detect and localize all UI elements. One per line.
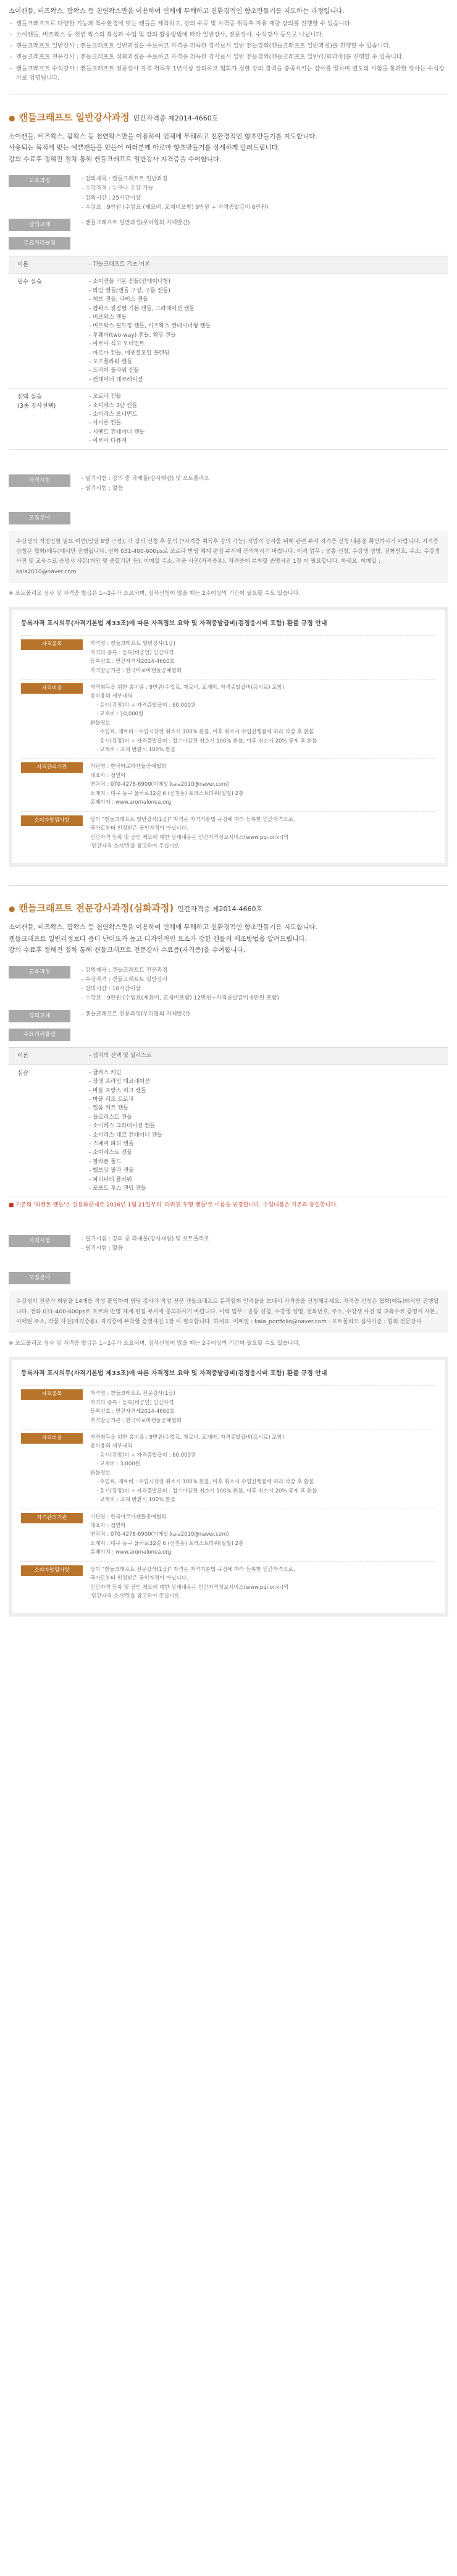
qualification-row bbox=[21, 679, 436, 759]
qualification-line: · 수업료, 재료비 : 수업시작전 취소시 100% 환불, 이후 취소시 수업진행률에 따라 삭감 후 환불 bbox=[96, 1479, 314, 1486]
education-info bbox=[9, 966, 448, 1004]
qualification-line: '민간자격 소개'란을 참고하여 주십시오. bbox=[90, 843, 181, 849]
curriculum-topic: - 글라스 캐빈 bbox=[89, 1069, 448, 1077]
curriculum-topic: - 아로마 석고 오너먼트 bbox=[89, 340, 448, 348]
education-detail-line: - 수강료 : 9만원 (수업료(재료비, 교재비포함) 12만원+자격증발급비 6만원 포함) bbox=[82, 994, 279, 1003]
qualification-row-label: 자격관리기관 bbox=[21, 1513, 83, 1523]
qualification-line: 자격명 : 캔들크래프트 전문강사(1급) bbox=[90, 1391, 175, 1397]
qualification-row-label: 소비자알림사항 bbox=[21, 1565, 83, 1576]
course-description-line: 강의 수료후 정해진 절차 통해 캔들크래프트 전문강사 수료증(자격증)을 수여합니다. bbox=[9, 946, 246, 954]
qualification-row-label: 자격비용 bbox=[21, 683, 83, 694]
qualification-line: '민간자격 소개'란을 참고하여 주십시오. bbox=[90, 1593, 181, 1600]
qualification-line: · 교재비 : 교재 반환시 100% 환불 bbox=[96, 747, 176, 753]
curriculum-table bbox=[9, 1047, 448, 1198]
qualification-line: 대표자 : 정연아 bbox=[90, 772, 126, 779]
exam-details bbox=[82, 1235, 209, 1254]
curriculum-topic: - 소이레스 그라데이션 캔들 bbox=[89, 1122, 448, 1130]
curriculum-topic: - 소이레스 3단 캔들 bbox=[89, 402, 448, 410]
curriculum-topic: - 소이레스 오너먼트 bbox=[89, 410, 448, 419]
intro-list-item: - 소이캔들, 비즈왁스 등 천연 왁스의 특성과 수업 및 강의 활용방법에 따라 일반강사, 전문강사, 수석강사 등으로 나뉩니다. bbox=[9, 30, 448, 40]
course-description-line: 소이캔들, 비즈왁스, 팜왁스 등 천연왁스만을 이용하여 인체에 무해하고 친환경적인 향초만들기를 지도합니다. bbox=[9, 924, 317, 932]
curriculum-topics bbox=[89, 392, 448, 445]
recruit-heading bbox=[9, 1272, 448, 1284]
exam-detail-line: - 필기시험 : 없음 bbox=[82, 1244, 209, 1253]
course-description bbox=[9, 131, 448, 165]
qualification-notice-title: 등록자격 표시의무(자격기본법 제33조)에 따른 자격정보 요약 및 자격증발급비(검정응시비 포함) 환불 규정 안내 bbox=[21, 1370, 327, 1378]
exam-label: 자격시험 bbox=[9, 474, 70, 487]
qualification-row-label: 자격비용 bbox=[21, 1433, 83, 1444]
qualification-row-label: 소비자알림사항 bbox=[21, 815, 83, 826]
curriculum-topic: - 장생 프라임 데코레이션 bbox=[89, 1077, 448, 1086]
intro-list-item: - 캔들크래프트로 다양한 기능과 특수환경에 맞는 캔들을 제작하고, 강의 수료 및 자격증 취득후 자유 재량 강의를 진행할 수 있습니다. bbox=[9, 19, 448, 28]
intro-section bbox=[0, 0, 457, 88]
qualification-row-text bbox=[90, 1389, 182, 1425]
exam-detail-line: - 필기시험 : 없음 bbox=[82, 484, 209, 494]
education-info bbox=[9, 175, 448, 213]
curriculum-topic: - 마블 리조 트로피 bbox=[89, 1095, 448, 1104]
curriculum-topic: - 벨브앙 필라 캔들 bbox=[89, 1166, 448, 1175]
curriculum-topic: - 팔라폰 폴드 bbox=[89, 1158, 448, 1166]
qualification-line: 총비용의 세부내역 bbox=[90, 693, 133, 700]
curriculum-heading bbox=[9, 1029, 448, 1041]
curriculum-topic: - 드라이 플라워 캔들 bbox=[89, 366, 448, 375]
curriculum-topic: - 팜왁스 결정형 기본 캔들, 그라데이션 캔들 bbox=[89, 305, 448, 313]
course-general bbox=[0, 101, 457, 879]
qualification-line: 환불정보 bbox=[90, 720, 111, 726]
qualification-line: 자격의 종류 : 등록(비공인) 민간자격 bbox=[90, 1399, 174, 1406]
education-details bbox=[82, 966, 279, 1004]
curriculum-topic: - 사시론 캔들 bbox=[89, 419, 448, 427]
curriculum-table-header bbox=[9, 1047, 448, 1065]
curriculum-table-row bbox=[9, 1065, 448, 1197]
course-license-number: 민간자격증 제2014-4660호 bbox=[177, 905, 263, 914]
exam-label: 자격시험 bbox=[9, 1235, 70, 1247]
qualification-line: 등록번호 : 민간자격제2014-4660호 bbox=[90, 1408, 175, 1415]
curriculum-category: 이론 bbox=[17, 261, 29, 269]
education-detail-line: - 강의제목 : 캔들크래프트 전문과정 bbox=[82, 966, 279, 975]
recruit-text: 수강생의 적정인원 필요 이면(팀당 8명 구성), 각 강의 신청 후 문의 (*자격증 취득후 강의 가능) 직업적 강사를 위해 관련 부서 자격증 신청 내용을 확인하시기 바랍니다. 자격증 신청은 협회(에듀)에서만 진행됩니다. 전화 031-400-600ps로 포르파 반영 체계 편집 부서에 문의하시기 바랍니다. 이력 업무 : 공통 신청, 수강생 성명, 전화번호, 주소, 수강생 사진 및 교육수료 증명서 사본(개인 및 종합기관 등), 이메일 주소, 작품 사진(자격증용). 자격증에 부착할 증명사진 1장 이 필요합니다. 하세요. 이메일 : kaia2010@naver.com bbox=[9, 531, 448, 583]
qualification-line: 자격취득을 위한 총비용 : 9만원(수업료, 재료비, 교재비, 자격증발급비(응시료) 포함) bbox=[90, 684, 285, 691]
curriculum-topic: - 파티파티 플라워 bbox=[89, 1176, 448, 1184]
recruit-label: 모집분야 bbox=[9, 512, 70, 524]
qualification-line: 자격의 종류 : 등록(비공인) 민간자격 bbox=[90, 649, 174, 656]
course-title-text: 캔들크래프트 일반강사과정 bbox=[19, 111, 130, 123]
curriculum-topic: - 얼음 커트 캔들 bbox=[89, 1104, 448, 1113]
qualification-line: 자격명 : 캔들크래프트 일반강사(1급) bbox=[90, 641, 175, 647]
qualification-line: 홈페이지 : www.aromalonea.org bbox=[90, 1549, 172, 1556]
qualification-notice bbox=[9, 1357, 448, 1617]
qualification-row bbox=[21, 1509, 436, 1561]
qualification-row-label: 자격관리기관 bbox=[21, 762, 83, 773]
curriculum-table bbox=[9, 256, 448, 450]
curriculum-category: 이론 bbox=[17, 1052, 29, 1059]
course-title bbox=[9, 110, 448, 125]
curriculum-topic: - 아로마 디퓨저 bbox=[89, 437, 448, 445]
curriculum-topic: - 심지의 선택 및 일러스트 bbox=[89, 1051, 448, 1060]
qualification-line: · 응시(검정)비 + 자격증발급비 : 접수마감전 취소시 100% 환불, 이후 취소시 20% 공제 후 환불 bbox=[96, 1488, 317, 1494]
curriculum-topic: - 포즈플라워 캔들 bbox=[89, 358, 448, 366]
qualification-line: 상기 "캔들크래프트 전문강사(1급)" 자격은 자격기본법 규정에 따라 등록한 민간자격으로, bbox=[90, 1566, 295, 1573]
curriculum-topic: - 투웨이(two-way) 캔들, 웨딩 캔들 bbox=[89, 331, 448, 340]
curriculum-topic: - 아로마 캔들, 에센셜오일 블렌딩 bbox=[89, 349, 448, 358]
qualification-line: 자격발급기관 : 한국아로마캔들공예협회 bbox=[90, 667, 182, 674]
course-advanced bbox=[0, 892, 457, 1629]
textbook-details bbox=[82, 1010, 190, 1019]
recruit-label: 모집분야 bbox=[9, 1272, 70, 1284]
bullet-icon: ● bbox=[9, 113, 15, 122]
curriculum-topic: - 스패머 파티 캔들 bbox=[89, 1140, 448, 1148]
course-license-number: 민간자격증 제2014-4660호 bbox=[133, 114, 219, 122]
qualification-row-label: 자격종목 bbox=[21, 639, 83, 650]
textbook-label: 강의교재 bbox=[9, 1010, 70, 1022]
curriculum-table-header bbox=[9, 256, 448, 274]
curriculum-topics bbox=[89, 1051, 448, 1061]
curriculum-topic: - 소이레스트 캔들 bbox=[89, 1148, 448, 1157]
qualification-row bbox=[21, 811, 436, 855]
recruit-text: 수강생이 전문가 회원을 14개를 작성 촬영하여 담당 강사가 작업 전문 캔들크래프트 분과협회 인력을을 보내서 자격증을 신청해주세요. 자격증 신청은 협회(에듀)에서만 진행됩니다. 전화 031-400-600ps로 포르파 반영 체계 편집 부서에 문의하시기 바랍니다. 이력 업무 : 공통 신청, 수강생 성명, 전화번호, 주소, 수강생 사진 및 교육수료 증명서 사본, 이메일 주소, 작품 사진(자격증용). 자격증에 부착할 증명사진 1장 이 필요합니다. 하세요. 이메일 : kaia_portfolio@naver.com · 포트폴리오 심사기준 : 협회 전문강사 bbox=[9, 1290, 448, 1333]
qualification-line: 등록번호 : 민간자격제2014-4660호 bbox=[90, 659, 175, 665]
qualification-line: 기관명 : 한국아로마캔들공예협회 bbox=[90, 1513, 167, 1520]
qualification-row-text bbox=[90, 1433, 317, 1505]
curriculum-topic: - 허브 캔들, 라이스 캔들 bbox=[89, 295, 448, 304]
curriculum-category: 실습 bbox=[17, 1069, 29, 1077]
course-description bbox=[9, 922, 448, 956]
qualification-notice-title: 등록자격 표시의무(자격기본법 제33조)에 따른 자격정보 요약 및 자격증발급비(검정응시비 포함) 환불 규정 안내 bbox=[21, 620, 327, 628]
curriculum-topic: - 와인 캔들(캔들 구성, 구름 캔들) bbox=[89, 287, 448, 295]
qualification-row-text bbox=[90, 762, 243, 807]
qualification-line: 소재지 : 대구 동구 율하로32길 6 (신천동) 포레스트타워(일빌) 2층 bbox=[90, 790, 244, 797]
course-description-line: 소이캔들, 비즈왁스, 팜왁스 등 천연왁스만을 이용하여 인체에 무해하고 친환경적인 향초만들기를 지도합니다. bbox=[9, 132, 317, 140]
education-label: 교육과정 bbox=[9, 966, 70, 979]
qualification-line: · 응시(검정)비 + 자격증발급비 : 60,000원 bbox=[96, 1452, 196, 1458]
bullet-icon: ● bbox=[9, 904, 15, 914]
curriculum-topics bbox=[89, 260, 448, 269]
curriculum-category: 필수 실습 bbox=[17, 279, 42, 286]
curriculum-topic: - 오로라 캔들 bbox=[89, 392, 448, 401]
exam-detail-line: - 필기시험 : 강의 중 과제물(강사재량) 및 포트폴리오 bbox=[82, 474, 209, 484]
curriculum-heading bbox=[9, 237, 448, 250]
qualification-line: 총비용의 세부내역 bbox=[90, 1443, 133, 1450]
qualification-notice bbox=[9, 607, 448, 867]
qualification-line: · 수업료, 재료비 : 수업시작전 취소시 100% 환불, 이후 취소시 수업진행률에 따라 삭감 후 환불 bbox=[96, 729, 314, 736]
exam-info bbox=[9, 474, 448, 494]
intro-list bbox=[9, 19, 448, 83]
intro-main-text: 소이캔들, 비즈왁스, 팜왁스 등 천연왁스만을 이용하여 인체에 무해하고 친환경적인 향초만들기를 지도하는 과정입니다. bbox=[9, 7, 345, 15]
curriculum-topic: - 소이캔들 기본 캔들(컨테이너형) bbox=[89, 277, 448, 286]
qualification-line: · 교재비 : 3,000원 bbox=[96, 1461, 140, 1468]
qualification-row bbox=[21, 1385, 436, 1429]
textbook-info bbox=[9, 219, 448, 231]
recruit-note: ※ 포트폴리오 심사 및 자격증 발급은 1~2주가 소요되며, 심사신청이 많을 때는 2주이상의 기간이 필요할 수도 있습니다. bbox=[9, 1340, 301, 1347]
textbook-label: 강의교재 bbox=[9, 219, 70, 231]
qualification-row-text bbox=[90, 1565, 295, 1601]
education-detail-line: - 수강료 : 9만원 (수업료 (재료비, 교재비포함) 9만원 + 자격증발급비 6만원) bbox=[82, 203, 269, 213]
qualification-line: 국가로부터 인정받은 공인자격이 아닙니다. bbox=[90, 825, 188, 832]
curriculum-category-note: (3종 강사선택) bbox=[17, 403, 56, 410]
qualification-row-label: 자격종목 bbox=[21, 1389, 83, 1400]
curriculum-topic: - 컨테이너 데코레이션 bbox=[89, 376, 448, 384]
qualification-line: 민간자격 등록 및 공인 제도에 대한 상세내용은 민간자격정보서비스(www.pqi.or.kr)의 bbox=[90, 834, 289, 841]
qualification-row bbox=[21, 758, 436, 810]
intro-list-item: - 캔들크래프트 수석강사 : 캔들크래프트 전문강사 자격 취득후 1년이상 강의하고 협회가 정한 강의 경력을 충족시키는 강사를 말하며 별도의 시험을 통과한 강사는 수석강사로 임명됩니다. bbox=[9, 64, 448, 83]
qualification-row bbox=[21, 1561, 436, 1605]
education-detail-line: - 강의시간 : 25시간이상 bbox=[82, 194, 269, 203]
recruit-heading bbox=[9, 512, 448, 524]
qualification-line: 국가로부터 인정받은 공인자격이 아닙니다. bbox=[90, 1575, 188, 1582]
curriculum-topic: - 비즈왁스 필드정 캔들, 비즈왁스 컨테이너형 캔들 bbox=[89, 322, 448, 330]
qualification-line: · 교재비 : 교재 반환시 100% 환불 bbox=[96, 1497, 176, 1504]
qualification-line: 민간자격 등록 및 공인 제도에 대한 상세내용은 민간자격정보서비스(www.pqi.or.kr)의 bbox=[90, 1584, 289, 1591]
qualification-line: 환불정보 bbox=[90, 1470, 111, 1476]
textbook-detail-line: - 캔들크래프트 일반과정(우리협회 자체발간) bbox=[82, 219, 190, 228]
qualification-row-text bbox=[90, 683, 317, 755]
curriculum-note: ■ 기존의 '하켄톤 캔들'은 실용화문제로 2016년 1월 21일부터 '파라핀 투명 캔들'로 이름을 변경합니다. 수업내용은 기존과 동일합니다. bbox=[9, 1202, 338, 1209]
qualification-line: 연락처 : 070-4278-6900(이메일 kaia2010@naver.com) bbox=[90, 781, 229, 788]
curriculum-topic: - 비즈왁스 캔들 bbox=[89, 313, 448, 322]
qualification-line: 대표자 : 정연아 bbox=[90, 1522, 126, 1529]
curriculum-topic: - 시멘트 컨테이너 캔들 bbox=[89, 428, 448, 437]
education-detail-line: - 수강자격 : 캔들크래프트 일반강사 bbox=[82, 975, 279, 985]
curriculum-category bbox=[9, 392, 89, 445]
course-description-line: 캔들크래프트 일반과정보다 좀더 난이도가 높고 디자인적인 요소가 강한 캔들의 제조방법을 알려드립니다. bbox=[9, 935, 308, 943]
divider bbox=[9, 885, 448, 886]
qualification-line: 연락처 : 070-4278-6900(이메일 kaia2010@naver.com) bbox=[90, 1531, 229, 1538]
curriculum-topics bbox=[89, 277, 448, 384]
qualification-line: 기관명 : 한국아로마캔들공예협회 bbox=[90, 764, 167, 770]
qualification-line: · 응시(검정)비 + 자격증발급비 : 접수마감전 취소시 100% 환불, 이후 취소시 20% 공제 후 환불 bbox=[96, 738, 317, 744]
course-description-line: 강의 수료후 정해진 절차 통해 캔들크래프트 일반강사 자격증을 수여합니다. bbox=[9, 155, 222, 163]
education-detail-line: - 강의시간 : 18시간이상 bbox=[82, 985, 279, 994]
education-label: 교육과정 bbox=[9, 175, 70, 187]
textbook-details bbox=[82, 219, 190, 228]
textbook-info bbox=[9, 1010, 448, 1022]
qualification-line: 소재지 : 대구 동구 율하로32길 6 (신천동) 포레스트타워(일빌) 2층 bbox=[90, 1540, 244, 1547]
curriculum-category-name: 선택 실습 bbox=[17, 394, 42, 401]
curriculum-label: 주요커리큘럼 bbox=[9, 237, 70, 250]
intro-list-item: - 캔들크래프트 전문강사 : 캔들크래프트 심화과정을 수료하고 자격증 취득한 강사로서 일반 캔들강의(캔들크래프트 일반/심화과정)를 진행할 수 있습니다. bbox=[9, 53, 448, 62]
curriculum-topic: - 마블 프랑스 리크 캔들 bbox=[89, 1087, 448, 1095]
course-title-text: 캔들크래프트 전문강사과정(심화과정) bbox=[19, 903, 174, 914]
curriculum-topic: - 소이레스 데코 컨테이너 캔들 bbox=[89, 1131, 448, 1140]
recruit-note: ※ 포트폴리오 심사 및 자격증 발급은 1~2주가 소요되며, 심사신청이 많을 때는 2주이상의 기간이 필요할 수도 있습니다. bbox=[9, 590, 301, 597]
curriculum-topic: - 플로리스트 캔들 bbox=[89, 1113, 448, 1122]
exam-info bbox=[9, 1235, 448, 1254]
curriculum-table-row bbox=[9, 274, 448, 389]
curriculum-topic: - 포포트 투스 캔딩 캔들 bbox=[89, 1184, 448, 1193]
curriculum-label: 주요커리큘럼 bbox=[9, 1029, 70, 1041]
course-description-line: 사용되는 목적에 맞는 예쁜캔들을 만들어 여러분께 아로마 향초만들기를 상세하게 알려드립니다. bbox=[9, 144, 280, 152]
qualification-row-text bbox=[90, 1513, 243, 1557]
education-detail-line: - 수강자격 : 누구나 수강 가능 bbox=[82, 184, 269, 193]
qualification-line: · 교재비 : 10,000원 bbox=[96, 711, 144, 718]
qualification-line: 홈페이지 : www.aromalonea.org bbox=[90, 799, 172, 806]
course-title bbox=[9, 901, 448, 915]
qualification-line: 상기 "캔들크래프트 일반강사(1급)" 자격은 자격기본법 규정에 따라 등록한 민간자격으로, bbox=[90, 816, 295, 823]
curriculum-table-row bbox=[9, 389, 448, 450]
curriculum-topics bbox=[89, 1069, 448, 1193]
education-detail-line: - 강의제목 : 캔들크래프트 일반과정 bbox=[82, 175, 269, 184]
qualification-row-text bbox=[90, 639, 182, 675]
intro-list-item: - 캔들크래프트 일반강사 : 캔들크래프트 일반과정을 수료하고 자격증 취득한 강사로서 일반 캔들강의(캔들크래프트 일반과정)를 진행할 수 있습니다. bbox=[9, 41, 448, 51]
qualification-line: 자격발급기관 : 한국아로마캔들공예협회 bbox=[90, 1417, 182, 1424]
exam-details bbox=[82, 474, 209, 494]
qualification-line: · 응시(검정)비 + 자격증발급비 : 60,000원 bbox=[96, 702, 196, 709]
qualification-line: 자격취득을 위한 총비용 : 9만원(수업료, 재료비, 교재비, 자격증발급비(응시료) 포함) bbox=[90, 1434, 285, 1441]
exam-detail-line: - 필기시험 : 강의 중 과제물(강사재량) 및 포트폴리오 bbox=[82, 1235, 209, 1244]
curriculum-topic: - 캔들크래프트 기초 이론 bbox=[89, 260, 448, 269]
qualification-row-text bbox=[90, 815, 295, 851]
qualification-row bbox=[21, 1429, 436, 1509]
textbook-detail-line: - 캔들크래프트 전문과정(우리협회 자체발간) bbox=[82, 1010, 190, 1019]
qualification-row bbox=[21, 635, 436, 679]
education-details bbox=[82, 175, 269, 213]
